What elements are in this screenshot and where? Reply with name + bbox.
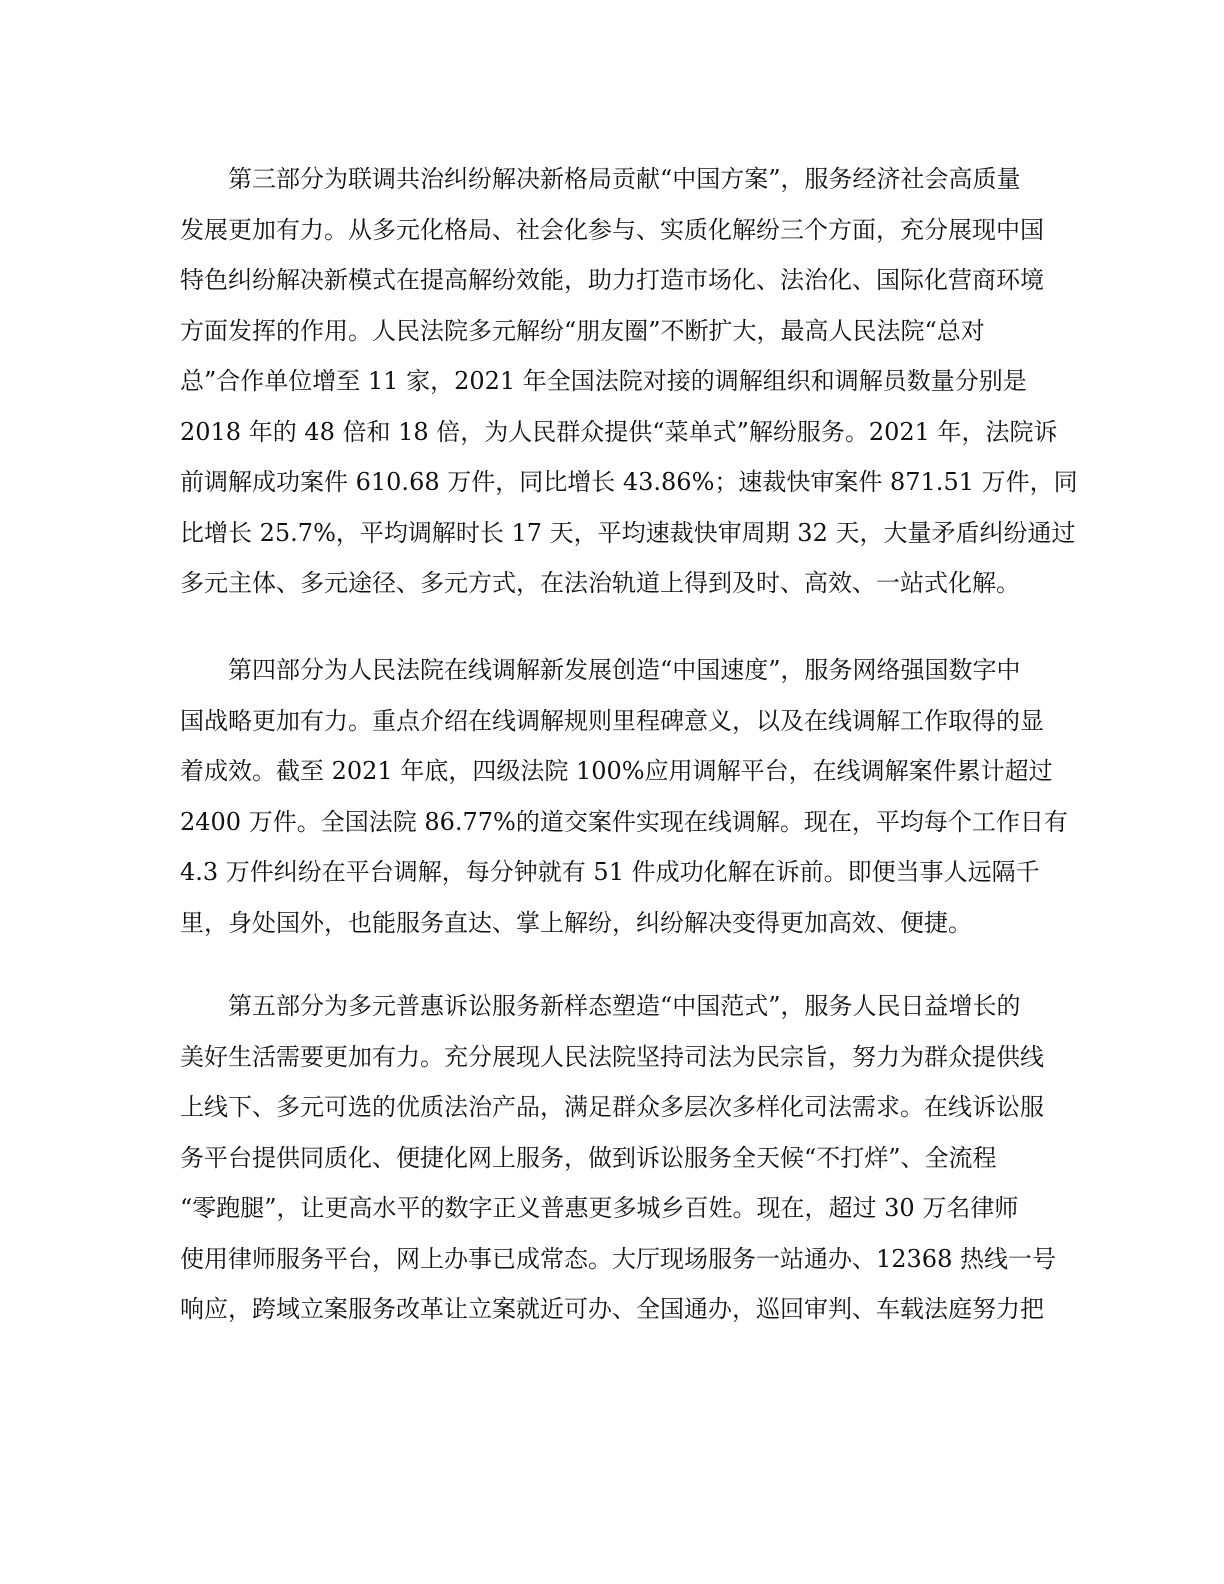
text-line: 2400 万件。全国法院 86.77%的道交案件实现在线调解。现在，平均每个工作日有 xyxy=(180,807,1068,836)
text-line: 4.3 万件纠纷在平台调解，每分钟就有 51 件成功化解在诉前。即便当事人远隔千 xyxy=(180,858,1040,886)
text-line: 第三部分为联调共治纠纷解决新格局贡献“中国方案”，服务经济社会高质量 xyxy=(180,165,1021,193)
text-line: 着成效。截至 2021 年底，四级法院 100%应用调解平台，在线调解案件累计超过 xyxy=(180,757,1053,785)
text-line: 第四部分为人民法院在线调解新发展创造“中国速度”，服务网络强国数字中 xyxy=(180,656,1021,684)
text-line: 特色纠纷解决新模式在提高解纷效能，助力打造市场化、法治化、国际化营商环境 xyxy=(180,266,1044,294)
text-line: 务平台提供同质化、便捷化网上服务，做到诉讼服务全天候“不打烊”、全流程 xyxy=(180,1143,997,1172)
text-line: 总”合作单位增至 11 家，2021 年全国法院对接的调解组织和调解员数量分别是 xyxy=(180,367,1027,395)
text-line: 里，身处国外，也能服务直达、掌上解纷，纠纷解决变得更加高效、便捷。 xyxy=(180,908,972,937)
paragraph-part-three xyxy=(180,154,1078,609)
text-line: 国战略更加有力。重点介绍在线调解规则里程碑意义，以及在线调解工作取得的显 xyxy=(180,706,1044,735)
text-line: 发展更加有力。从多元化格局、社会化参与、实质化解纷三个方面，充分展现中国 xyxy=(180,215,1044,244)
paragraph-part-four xyxy=(180,645,1068,948)
text-line: 第五部分为多元普惠诉讼服务新样态塑造“中国范式”，服务人民日益增长的 xyxy=(180,992,1021,1020)
text-line: 方面发挥的作用。人民法院多元解纷“朋友圈”不断扩大，最高人民法院“总对 xyxy=(180,316,985,345)
text-line: 2018 年的 48 倍和 18 倍，为人民群众提供“菜单式”解纷服务。2021 年，法院诉 xyxy=(180,417,1058,446)
paragraph-part-five xyxy=(180,981,1056,1335)
text-line: 前调解成功案件 610.68 万件，同比增长 43.86%；速裁快审案件 871.51 万件，同 xyxy=(180,468,1078,496)
text-line: 比增长 25.7%，平均调解时长 17 天，平均速裁快审周期 32 天，大量矛盾纠纷通过 xyxy=(180,518,1076,547)
text-line: 上线下、多元可选的优质法治产品，满足群众多层次多样化司法需求。在线诉讼服 xyxy=(180,1093,1044,1121)
text-line: 多元主体、多元途径、多元方式，在法治轨道上得到及时、高效、一站式化解。 xyxy=(180,569,1020,597)
text-line: 使用律师服务平台，网上办事已成常态。大厅现场服务一站通办、12368 热线一号 xyxy=(180,1244,1056,1273)
text-line: 响应，跨域立案服务改革让立案就近可办、全国通办，巡回审判、车载法庭努力把 xyxy=(180,1295,1044,1323)
text-line: “零跑腿”，让更高水平的数字正义普惠更多城乡百姓。现在，超过 30 万名律师 xyxy=(180,1194,1019,1222)
text-line: 美好生活需要更加有力。充分展现人民法院坚持司法为民宗旨，努力为群众提供线 xyxy=(180,1042,1044,1071)
